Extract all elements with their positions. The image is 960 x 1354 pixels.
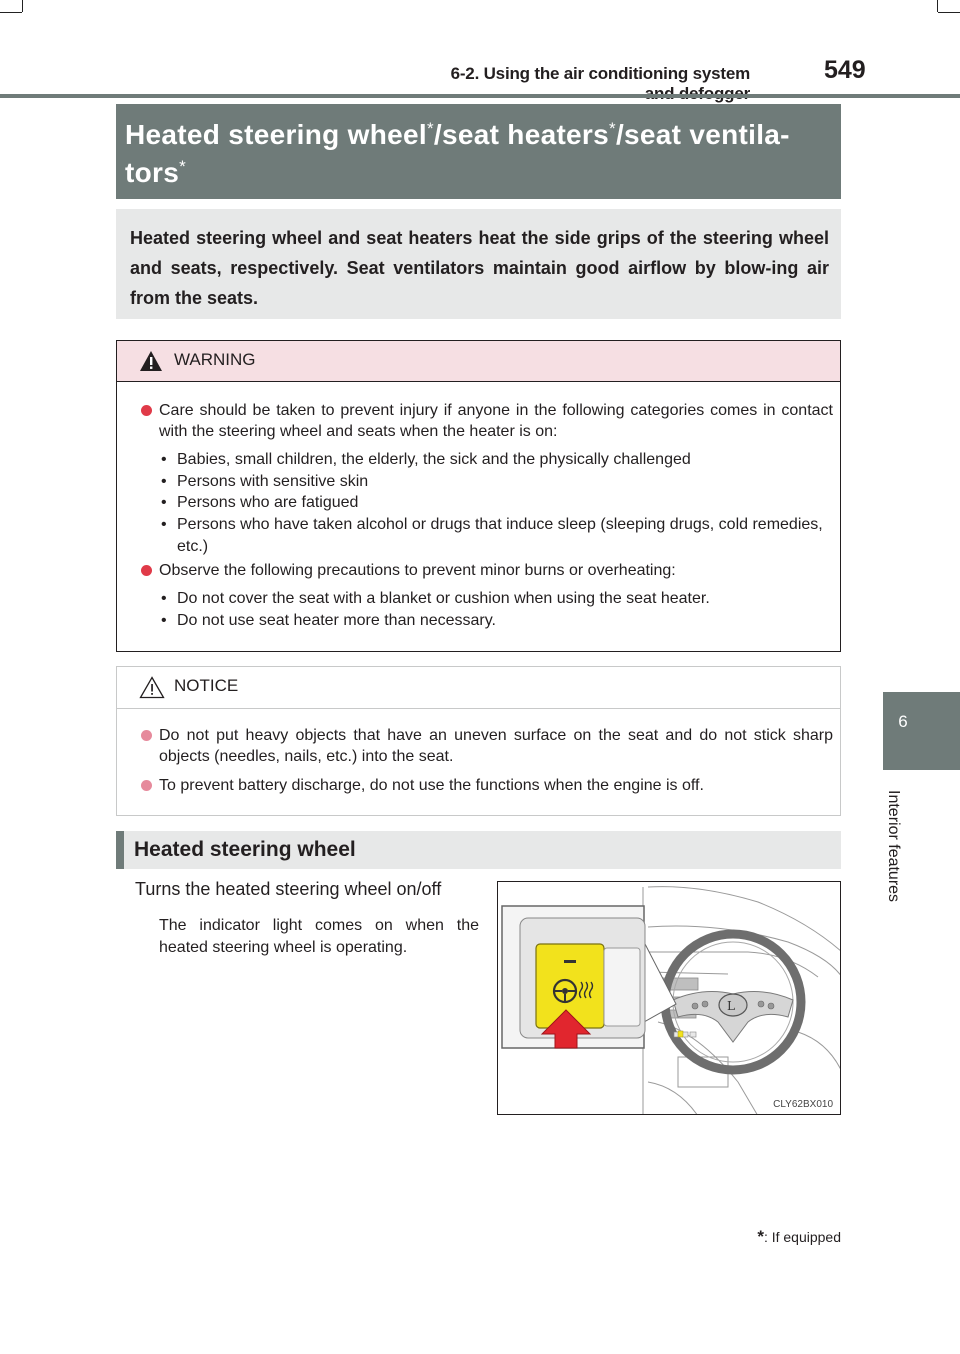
- page-title: [116, 104, 841, 199]
- heading-bar: [116, 831, 124, 869]
- warning-item: Observe the following precautions to prevent minor burns or overheating:: [159, 560, 833, 581]
- asterisk-mark: *: [609, 119, 616, 138]
- warning-subitem: • Do not use seat heater more than necessary.: [161, 612, 496, 629]
- dashboard-illustration: [497, 881, 841, 1115]
- warning-header: [117, 341, 840, 382]
- section-heading: [116, 831, 841, 869]
- bullet-dot: [141, 780, 152, 791]
- page-number: 549: [824, 56, 866, 84]
- warning-subitem: • Babies, small children, the elderly, the sick and the physically challenged: [161, 451, 691, 468]
- asterisk-mark: *: [426, 119, 434, 138]
- indicator-note: The indicator light comes on when the heated steering wheel is operating.: [159, 917, 479, 956]
- asterisk-mark: *: [179, 157, 187, 176]
- warning-label: WARNING: [174, 350, 256, 369]
- crop-mark: [937, 0, 938, 12]
- title-part-1: Heated steering wheel: [125, 119, 427, 150]
- title-part-4: tors: [125, 157, 180, 188]
- footnote: [640, 1227, 841, 1247]
- chapter-label: Interior features: [885, 790, 902, 903]
- notice-item: Do not put heavy objects that have an uneven surface on the seat and do not stick sharp objects (needles, nails, etc.) into the seat.: [159, 725, 833, 767]
- caution-triangle-icon: [139, 676, 165, 699]
- footnote-text: : If equipped: [763, 1229, 841, 1245]
- warning-item: Care should be taken to prevent injury if anyone in the following categories comes in contact with the steering wheel and seats when the heater is on:: [159, 400, 833, 442]
- warning-subitem: • Persons who are fatigued: [161, 494, 359, 511]
- warning-triangle-icon: [139, 350, 163, 372]
- figure-code: CLY62BX010: [770, 1098, 836, 1111]
- crop-mark: [0, 12, 22, 13]
- notice-header: [117, 667, 840, 709]
- bullet-dot: [141, 565, 152, 576]
- bullet-dot: [141, 730, 152, 741]
- notice-label: NOTICE: [174, 676, 239, 695]
- title-part-3: /seat ventila-: [615, 119, 790, 150]
- crop-mark: [938, 12, 960, 13]
- dashboard-drawing: [498, 882, 841, 1115]
- warning-subitem: • Persons with sensitive skin: [161, 473, 369, 490]
- section-title: 6-2. Using the air conditioning system: [450, 64, 750, 83]
- warning-subitem: • Do not cover the seat with a blanket or cushion when using the seat heater.: [161, 590, 710, 607]
- chapter-number: 6: [898, 712, 908, 731]
- intro-box: [116, 209, 841, 319]
- intro-text: Heated steering wheel and seat heaters heat the side grips of the steering wheel and seats, respectively. Seat ventilators maintain good airflow by blow-ing air from the seats.: [130, 228, 829, 308]
- header-rule: [0, 94, 960, 98]
- svg-text:L: L: [727, 999, 735, 1013]
- notice-item: To prevent battery discharge, do not use the functions when the engine is off.: [159, 775, 833, 796]
- warning-subitem: • Persons who have taken alcohol or drugs that induce sleep (sleeping drugs, cold remedies, etc.): [161, 516, 823, 555]
- title-part-2: /seat heaters: [433, 119, 610, 150]
- heading-text: Heated steering wheel: [134, 838, 356, 861]
- footnote-marker: *: [757, 1227, 764, 1246]
- bullet-dot: [141, 405, 152, 416]
- crop-mark: [22, 0, 23, 12]
- instruction-text: Turns the heated steering wheel on/off: [135, 879, 442, 899]
